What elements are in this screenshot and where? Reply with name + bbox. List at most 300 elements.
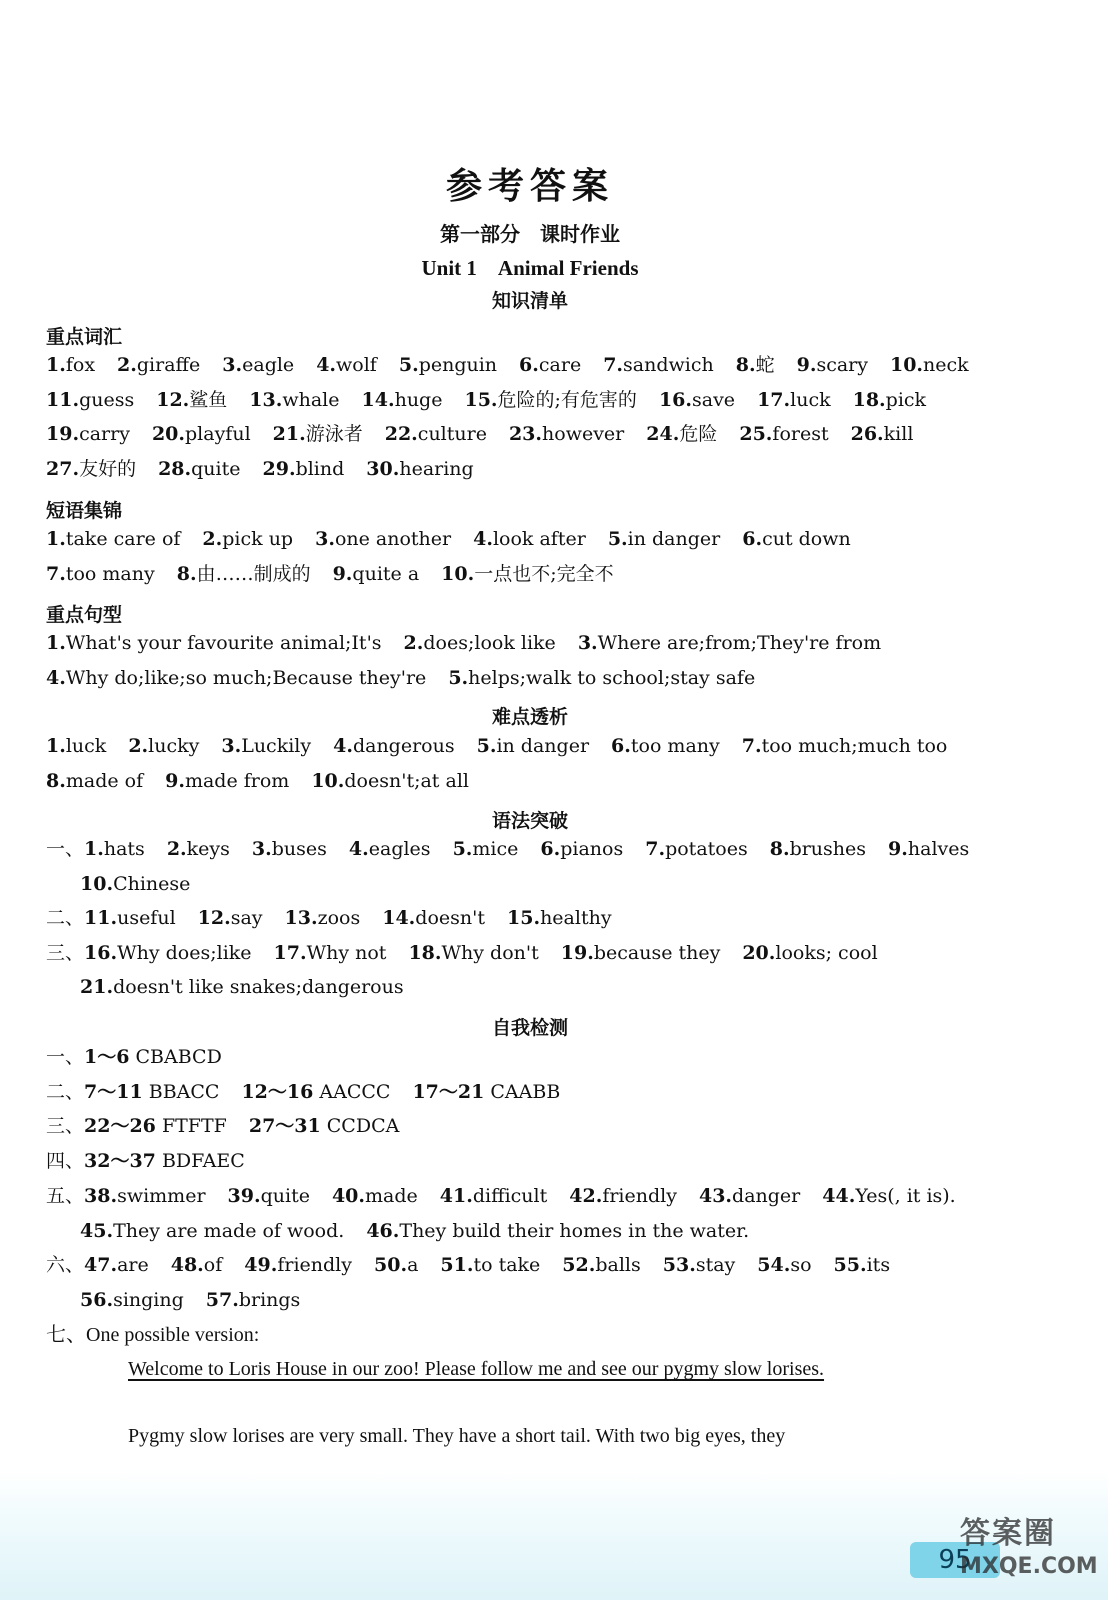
selftest-item-number: 52. [562, 1254, 596, 1277]
difficult-item [477, 735, 589, 757]
grammar-item [507, 907, 612, 929]
essay-text-1: Welcome to Loris House in our zoo! Please follow me and see our pygmy slow lorises. [128, 1358, 825, 1380]
vocab-item [152, 423, 251, 445]
grammar-item-number: 17. [273, 941, 307, 964]
phrase-item-number: 9. [332, 562, 353, 585]
grammar-item-number: 16. [84, 941, 118, 964]
selftest-item-number: 54. [757, 1254, 791, 1277]
grammar-item-number: 3. [251, 838, 272, 860]
section-heading-grammar: 语法突破 [491, 810, 568, 832]
page-title: 参考答案 [445, 165, 614, 207]
difficult-item [221, 735, 311, 757]
selftest-item-number: 38. [84, 1184, 118, 1207]
grammar-item [274, 942, 387, 964]
grammar-prefix: 二、 [46, 907, 85, 929]
grammar-row [46, 905, 1016, 931]
sentence-item [448, 667, 755, 689]
phrase-item-number: 7. [46, 562, 66, 585]
vocab-item [158, 458, 240, 480]
vocab-item-number: 16. [658, 388, 692, 411]
page-number: 95 [910, 1542, 1000, 1578]
selftest-item-number: 7～11 [84, 1080, 143, 1103]
grammar-item-number: 10. [80, 872, 114, 895]
vocab-item-text: guess [79, 388, 135, 411]
grammar-item-text: brushes [789, 838, 867, 860]
grammar-item [285, 907, 361, 929]
grammar-row [46, 836, 1016, 862]
grammar-item-number: 15. [507, 907, 541, 929]
vocab-item [316, 354, 377, 376]
grammar-item-number: 2. [166, 838, 187, 860]
phrase-item [46, 528, 180, 550]
difficult-item-number: 5. [476, 735, 497, 757]
vocab-item-text: hearing [399, 457, 474, 480]
grammar-item-text: doesn't [415, 907, 485, 929]
grammar-row [46, 940, 1016, 966]
selftest-item [834, 1254, 891, 1276]
selftest-row [46, 1183, 1016, 1209]
vocab-item [362, 389, 443, 411]
vocab-item-number: 1. [46, 354, 66, 376]
difficult-item-number: 9. [165, 769, 185, 792]
vocab-item [736, 354, 775, 376]
section-heading-difficult: 难点透析 [491, 706, 568, 728]
selftest-item [84, 1185, 206, 1207]
sentence-item-text: helps;walk to school;stay safe [468, 666, 756, 689]
grammar-item-text: eagles [368, 838, 431, 860]
grammar-item-text: keys [186, 838, 230, 860]
grammar-item-text: potatoes [665, 838, 748, 860]
phrase-item [46, 563, 155, 585]
selftest-item-text: a [407, 1254, 419, 1277]
phrase-item-text: take care of [65, 528, 181, 550]
vocab-item-number: 22. [384, 423, 418, 445]
vocab-item [519, 354, 581, 376]
vocab-item-number: 2. [117, 354, 137, 376]
vocab-item-text: culture [417, 423, 487, 445]
vocab-item-text: 鲨鱼 [189, 388, 228, 411]
sentence-item [46, 667, 426, 689]
footer-band [0, 1470, 1108, 1600]
vocab-item-number: 15. [464, 388, 498, 411]
sentence-item-text: Where are;from;They're from [597, 632, 882, 654]
vocab-item-number: 26. [850, 423, 884, 445]
phrase-item [742, 528, 851, 550]
selftest-item-number: 17～21 [412, 1080, 485, 1103]
phrase-item [333, 563, 420, 585]
difficult-item [333, 735, 455, 757]
selftest-item [332, 1185, 418, 1207]
difficult-item-text: made of [65, 769, 144, 792]
subheading-vocab: 重点词汇 [46, 326, 123, 348]
difficult-item-number: 3. [221, 735, 242, 757]
grammar-prefix: 一、 [46, 838, 85, 860]
selftest-item-text: balls [595, 1254, 641, 1277]
vocab-item-text: care [538, 354, 582, 376]
grammar-item [80, 976, 404, 998]
selftest-item-text: friendly [277, 1254, 352, 1277]
difficult-item-text: made from [184, 769, 290, 792]
vocab-item-number: 29. [262, 457, 296, 480]
part-title: 第一部分 课时作业 [440, 222, 620, 246]
grammar-item-text: healthy [540, 907, 612, 929]
selftest-item-text: CAABB [484, 1080, 561, 1103]
grammar-item-number: 5. [452, 838, 473, 860]
watermark-en: MXQE.COM [960, 1554, 1098, 1579]
phrase-item-number: 3. [315, 528, 335, 550]
phrase-item-text: cut down [762, 528, 851, 550]
vocab-item-number: 20. [151, 423, 185, 445]
vocab-item-text: 蛇 [755, 354, 775, 376]
vocab-item [46, 423, 130, 445]
vocab-item-text: fox [65, 354, 96, 376]
vocab-item-number: 8. [735, 354, 756, 376]
vocab-item-number: 21. [272, 423, 306, 445]
vocab-item [659, 389, 735, 411]
vocab-item [46, 354, 95, 376]
grammar-item-text: Chinese [113, 872, 191, 895]
selftest-item-number: 42. [569, 1184, 603, 1207]
selftest-item [171, 1254, 223, 1276]
grammar-item [645, 838, 747, 860]
difficult-item-text: doesn't;at all [344, 769, 469, 792]
selftest-item-number: 45. [80, 1219, 114, 1242]
grammar-item [349, 838, 431, 860]
phrase-item-number: 4. [473, 528, 493, 550]
selftest-item-number: 44. [822, 1184, 856, 1207]
selftest-item-number: 32～37 [84, 1150, 156, 1173]
selftest-item [412, 1081, 560, 1103]
vocab-item-text: penguin [418, 354, 498, 376]
sentence-item-number: 5. [448, 666, 469, 689]
selftest-item [80, 1289, 184, 1311]
vocab-item-text: wolf [336, 354, 377, 376]
selftest-item-number: 49. [244, 1254, 278, 1277]
grammar-item [770, 838, 866, 860]
vocab-item-number: 27. [46, 457, 80, 480]
vocab-item [46, 389, 134, 411]
vocab-item [46, 458, 136, 480]
vocab-item [273, 423, 363, 445]
sentence-row [46, 630, 1016, 656]
phrase-item-text: look after [492, 528, 586, 550]
sentence-item-text: What's your favourite animal;It's [65, 632, 382, 654]
vocab-item-text: carry [79, 423, 130, 445]
vocab-item-text: pick [885, 388, 927, 411]
sentence-item-number: 4. [46, 666, 66, 689]
selftest-item [249, 1115, 400, 1137]
phrase-item [315, 528, 451, 550]
difficult-row [46, 768, 1016, 794]
grammar-item-text: looks; cool [775, 941, 878, 964]
selftest-item-text: stay [695, 1254, 736, 1277]
selftest-item [244, 1254, 352, 1276]
selftest-item [84, 1046, 222, 1068]
phrase-item-text: 一点也不;完全不 [474, 562, 614, 585]
selftest-item [562, 1254, 640, 1276]
grammar-item-number: 18. [408, 941, 442, 964]
vocab-item-text: eagle [242, 354, 295, 376]
difficult-item [165, 770, 289, 792]
vocab-item [385, 423, 487, 445]
selftest-item-text: AACCC [313, 1080, 391, 1103]
selftest-row [46, 1113, 1016, 1139]
vocab-item-text: 友好的 [79, 457, 137, 480]
grammar-item-number: 14. [382, 907, 416, 929]
difficult-item-text: too much;much too [761, 735, 948, 757]
phrase-item [608, 528, 720, 550]
selftest-item [822, 1185, 955, 1207]
phrase-item-number: 6. [742, 528, 763, 550]
vocab-row [46, 352, 1016, 378]
grammar-item [453, 838, 519, 860]
selftest-item-text: quite [260, 1184, 310, 1207]
vocab-item-text: whale [282, 388, 340, 411]
selftest-item-text: of [203, 1254, 223, 1277]
grammar-item-text: say [230, 907, 263, 929]
vocab-item-number: 10. [889, 354, 924, 376]
selftest-item-text: singing [113, 1288, 184, 1311]
selftest-item [374, 1254, 418, 1276]
grammar-item [408, 942, 538, 964]
difficult-item [311, 770, 469, 792]
grammar-item-number: 1. [84, 838, 104, 860]
phrase-item [441, 563, 613, 585]
selftest-item-number: 1～6 [84, 1046, 130, 1068]
grammar-item [167, 838, 230, 860]
difficult-row [46, 733, 1016, 759]
phrase-row [46, 561, 1016, 587]
grammar-item [252, 838, 327, 860]
vocab-item [222, 354, 294, 376]
grammar-item-text: zoos [317, 907, 361, 929]
vocab-item [851, 423, 914, 445]
selftest-item [699, 1185, 800, 1207]
selftest-item-text: to take [473, 1254, 541, 1277]
grammar-item-text: because they [593, 941, 721, 964]
phrase-item [473, 528, 586, 550]
grammar-item-text: Why don't [441, 941, 539, 964]
difficult-item [742, 735, 948, 757]
selftest-item-number: 55. [833, 1254, 867, 1277]
difficult-item-number: 10. [311, 769, 345, 792]
selftest-item [206, 1289, 301, 1311]
selftest-prefix: 六、 [46, 1254, 85, 1277]
section-heading-knowledge: 知识清单 [491, 290, 568, 312]
difficult-item-number: 1. [46, 735, 66, 757]
phrase-row [46, 526, 1016, 552]
vocab-item-text: 游泳者 [305, 423, 363, 445]
phrase-item-text: in danger [627, 528, 721, 550]
difficult-item-text: luck [65, 735, 107, 757]
vocab-item [156, 389, 227, 411]
grammar-item-text: halves [907, 838, 970, 860]
vocab-item-text: kill [883, 423, 914, 445]
difficult-item [46, 770, 143, 792]
phrase-item-text: 由……制成的 [196, 562, 311, 585]
selftest-item [366, 1220, 749, 1242]
vocab-item-number: 23. [508, 423, 543, 445]
sentence-item [404, 632, 556, 654]
selftest-item-text: BDFAEC [155, 1150, 245, 1173]
difficult-item-number: 2. [128, 735, 149, 757]
selftest-prefix: 四、 [46, 1150, 85, 1173]
essay-paragraph-2: Pygmy slow lorises are very small. They have a short tail. With two big eyes, they [128, 1425, 786, 1447]
grammar-item [84, 942, 252, 964]
selftest-item-number: 43. [698, 1184, 733, 1207]
selftest-item-text: its [866, 1254, 891, 1277]
grammar-item-number: 13. [284, 907, 318, 929]
sentence-item [578, 632, 881, 654]
selftest-item [84, 1115, 227, 1137]
difficult-item-number: 7. [741, 735, 762, 757]
grammar-item-number: 8. [769, 838, 790, 860]
selftest-item-number: 53. [662, 1254, 696, 1277]
grammar-item-number: 9. [888, 838, 908, 860]
vocab-item-text: sandwich [623, 354, 714, 376]
selftest-item-number: 51. [440, 1254, 474, 1277]
vocab-item-number: 12. [156, 388, 190, 411]
phrase-item-number: 1. [46, 528, 66, 550]
selftest-item [84, 1150, 245, 1172]
vocab-item [757, 389, 831, 411]
selftest-row [46, 1148, 1016, 1174]
sentence-row [46, 665, 1016, 691]
grammar-item-text: hats [103, 838, 145, 860]
vocab-item-text: 危险的;有危害的 [497, 388, 637, 411]
difficult-item-text: Luckily [241, 735, 312, 757]
vocab-item-number: 9. [796, 354, 817, 376]
vocab-item-number: 7. [603, 354, 624, 376]
selftest-item-text: are [117, 1254, 149, 1277]
vocab-item [263, 458, 345, 480]
grammar-item-number: 12. [197, 907, 231, 929]
phrase-item-number: 8. [176, 562, 197, 585]
phrase-item-text: too many [65, 562, 155, 585]
sentence-item-number: 3. [577, 632, 598, 654]
selftest-prefix: 三、 [46, 1115, 85, 1138]
sentence-item-text: does;look like [423, 632, 556, 654]
difficult-item-text: dangerous [352, 735, 455, 757]
selftest-item-number: 40. [331, 1184, 366, 1207]
selftest-row [46, 1044, 1016, 1070]
selftest-prefix: 一、 [46, 1046, 85, 1068]
grammar-item [80, 873, 190, 895]
difficult-item [611, 735, 720, 757]
vocab-item [366, 458, 473, 480]
grammar-item-text: useful [117, 907, 176, 929]
selftest-item-text: made [365, 1184, 418, 1207]
selftest-row [80, 1287, 1050, 1313]
difficult-item [46, 735, 106, 757]
selftest-item-number: 56. [80, 1288, 114, 1311]
phrase-item-text: pick up [222, 528, 294, 550]
grammar-prefix: 三、 [46, 941, 85, 964]
selftest-item [84, 1081, 219, 1103]
selftest-item-text: They are made of wood. [113, 1219, 345, 1242]
vocab-item [739, 423, 828, 445]
selftest-item-text: FTFTF [155, 1115, 227, 1138]
selftest-item-number: 41. [439, 1184, 473, 1207]
grammar-item [888, 838, 969, 860]
selftest-item-number: 47. [84, 1254, 118, 1277]
difficult-item-number: 4. [333, 735, 353, 757]
selftest-row [46, 1079, 1016, 1105]
vocab-item-number: 24. [646, 423, 680, 445]
grammar-item-text: doesn't like snakes;dangerous [113, 976, 404, 998]
vocab-item-text: giraffe [136, 354, 201, 376]
selftest-item-text: friendly [602, 1184, 677, 1207]
selftest-item-number: 22～26 [84, 1115, 156, 1138]
vocab-item-number: 17. [757, 388, 791, 411]
selftest-item-text: so [790, 1254, 812, 1277]
grammar-row [80, 871, 1050, 897]
difficult-item-number: 8. [46, 769, 66, 792]
grammar-item [84, 907, 176, 929]
grammar-item [382, 907, 485, 929]
grammar-item-number: 6. [540, 838, 561, 860]
selftest-item-number: 57. [205, 1288, 239, 1311]
phrase-item-text: quite a [352, 562, 420, 585]
grammar-item-text: pianos [560, 838, 624, 860]
selftest-prefix: 五、 [46, 1184, 85, 1207]
grammar-item-text: mice [472, 838, 519, 860]
selftest-item-text: They build their homes in the water. [399, 1219, 750, 1242]
grammar-item-number: 7. [645, 838, 666, 860]
vocab-item-number: 6. [519, 354, 539, 376]
sentence-item [46, 632, 382, 654]
vocab-item-number: 28. [158, 457, 192, 480]
phrase-item-text: one another [334, 528, 452, 550]
phrase-item-number: 10. [441, 562, 475, 585]
vocab-item-text: 危险 [679, 423, 718, 445]
unit-title: Unit 1 Animal Friends [421, 256, 639, 280]
grammar-item-number: 20. [742, 941, 776, 964]
vocab-item [464, 389, 636, 411]
sentence-item-text: Why do;like;so much;Because they're [65, 666, 427, 689]
selftest-item [440, 1254, 540, 1276]
vocab-item-text: quite [191, 457, 241, 480]
selftest-item-number: 46. [366, 1219, 400, 1242]
difficult-item-text: lucky [148, 735, 200, 757]
vocab-item-text: huge [394, 388, 443, 411]
selftest-item-number: 50. [374, 1254, 408, 1277]
grammar-item-number: 19. [560, 941, 594, 964]
writing-label: 七、One possible version: [46, 1324, 260, 1346]
vocab-row [46, 421, 1016, 447]
selftest-item-text: swimmer [117, 1184, 206, 1207]
vocab-item-number: 4. [316, 354, 337, 376]
selftest-item [757, 1254, 811, 1276]
subheading-sentences: 重点句型 [46, 604, 123, 626]
selftest-item-number: 12～16 [241, 1080, 314, 1103]
selftest-item-text: difficult [472, 1184, 548, 1207]
vocab-item [853, 389, 926, 411]
selftest-item-text: brings [238, 1288, 301, 1311]
grammar-row [80, 974, 1050, 1000]
difficult-item-text: in danger [496, 735, 590, 757]
grammar-item-number: 11. [84, 907, 118, 929]
selftest-item [440, 1185, 547, 1207]
vocab-item [117, 354, 200, 376]
selftest-item [569, 1185, 677, 1207]
grammar-item [540, 838, 623, 860]
difficult-item-number: 6. [611, 735, 631, 757]
difficult-item-text: too many [630, 735, 720, 757]
selftest-item [80, 1220, 344, 1242]
grammar-item [198, 907, 263, 929]
vocab-item-number: 30. [366, 457, 400, 480]
